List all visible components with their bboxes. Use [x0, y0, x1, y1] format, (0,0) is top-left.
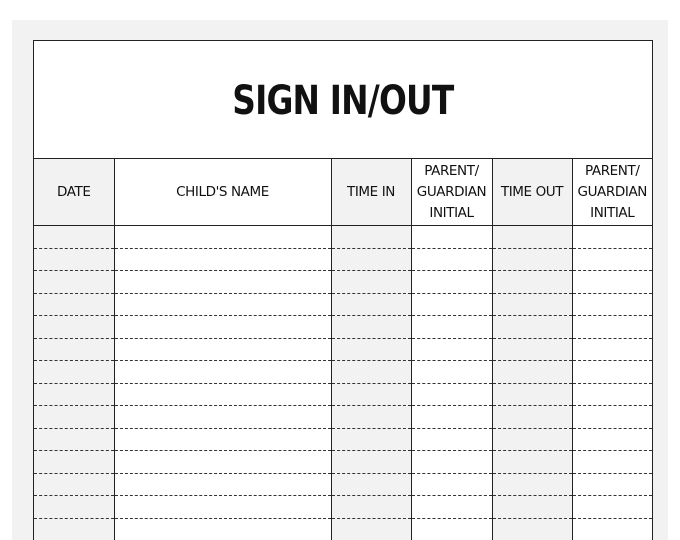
date-cell[interactable]: [34, 473, 114, 496]
child-name-cell[interactable]: [114, 316, 331, 339]
time-in-cell[interactable]: [331, 293, 411, 316]
column-header-parent-initial-out: [572, 159, 652, 226]
sign-in-out-table: [34, 159, 652, 540]
parent-initial-in-cell[interactable]: [411, 361, 492, 384]
time-in-cell[interactable]: [331, 226, 411, 249]
date-cell[interactable]: [34, 496, 114, 519]
table-row: [34, 496, 652, 519]
table-row: [34, 293, 652, 316]
child-name-cell[interactable]: [114, 383, 331, 406]
parent-initial-out-cell[interactable]: [572, 338, 652, 361]
table-row: [34, 473, 652, 496]
time-in-cell[interactable]: [331, 451, 411, 474]
column-header-parent-initial-in-line-3: INITIAL: [429, 204, 474, 221]
date-cell[interactable]: [34, 293, 114, 316]
time-in-cell[interactable]: [331, 361, 411, 384]
column-header-time-out-label: TIME OUT: [500, 183, 564, 200]
child-name-cell[interactable]: [114, 451, 331, 474]
column-header-date-label: DATE: [56, 183, 91, 200]
column-header-child-name-label: CHILD'S NAME: [176, 183, 269, 200]
child-name-cell[interactable]: [114, 248, 331, 271]
time-out-cell[interactable]: [492, 248, 572, 271]
table-body: [34, 226, 652, 540]
column-header-parent-initial-in-line-1: PARENT/: [424, 162, 479, 179]
table-row: [34, 406, 652, 429]
parent-initial-in-cell[interactable]: [411, 293, 492, 316]
title-box: [34, 41, 652, 159]
time-in-cell[interactable]: [331, 383, 411, 406]
time-in-cell[interactable]: [331, 406, 411, 429]
child-name-cell[interactable]: [114, 226, 331, 249]
date-cell[interactable]: [34, 428, 114, 451]
time-out-cell[interactable]: [492, 226, 572, 249]
time-out-cell[interactable]: [492, 496, 572, 519]
time-in-cell[interactable]: [331, 248, 411, 271]
time-out-cell[interactable]: [492, 428, 572, 451]
child-name-cell[interactable]: [114, 361, 331, 384]
child-name-cell[interactable]: [114, 428, 331, 451]
time-out-cell[interactable]: [492, 361, 572, 384]
time-out-cell[interactable]: [492, 518, 572, 540]
date-cell[interactable]: [34, 248, 114, 271]
column-header-parent-initial-out-line-1: PARENT/: [584, 162, 640, 179]
sign-in-out-form: [33, 40, 653, 540]
parent-initial-out-cell[interactable]: [572, 451, 652, 474]
parent-initial-out-cell[interactable]: [572, 473, 652, 496]
date-cell[interactable]: [34, 518, 114, 540]
parent-initial-in-cell[interactable]: [411, 406, 492, 429]
date-cell[interactable]: [34, 451, 114, 474]
time-out-cell[interactable]: [492, 293, 572, 316]
date-cell[interactable]: [34, 338, 114, 361]
column-header-parent-initial-in: [411, 159, 492, 226]
time-in-cell[interactable]: [331, 518, 411, 540]
column-header-parent-initial-out-line-2: GUARDIAN: [577, 183, 647, 200]
parent-initial-in-cell[interactable]: [411, 428, 492, 451]
column-header-date: [34, 159, 114, 226]
parent-initial-in-cell[interactable]: [411, 496, 492, 519]
parent-initial-in-cell[interactable]: [411, 518, 492, 540]
parent-initial-out-cell[interactable]: [572, 361, 652, 384]
parent-initial-out-cell[interactable]: [572, 293, 652, 316]
column-header-time-in-label: TIME IN: [347, 183, 395, 200]
parent-initial-in-cell[interactable]: [411, 271, 492, 294]
child-name-cell[interactable]: [114, 406, 331, 429]
time-out-cell[interactable]: [492, 271, 572, 294]
table-row: [34, 271, 652, 294]
parent-initial-out-cell[interactable]: [572, 271, 652, 294]
child-name-cell[interactable]: [114, 271, 331, 294]
parent-initial-in-cell[interactable]: [411, 226, 492, 249]
time-in-cell[interactable]: [331, 428, 411, 451]
parent-initial-out-cell[interactable]: [572, 496, 652, 519]
child-name-cell[interactable]: [114, 496, 331, 519]
parent-initial-in-cell[interactable]: [411, 316, 492, 339]
column-header-time-in: [331, 159, 411, 226]
form-title: SIGN IN/OUT: [232, 77, 454, 124]
parent-initial-in-cell[interactable]: [411, 473, 492, 496]
column-header-parent-initial-in-line-2: GUARDIAN: [416, 183, 487, 200]
table-row: [34, 226, 652, 249]
parent-initial-out-cell[interactable]: [572, 316, 652, 339]
table-row: [34, 361, 652, 384]
parent-initial-in-cell[interactable]: [411, 338, 492, 361]
time-out-cell[interactable]: [492, 316, 572, 339]
parent-initial-in-cell[interactable]: [411, 383, 492, 406]
date-cell[interactable]: [34, 361, 114, 384]
parent-initial-out-cell[interactable]: [572, 428, 652, 451]
child-name-cell[interactable]: [114, 293, 331, 316]
child-name-cell[interactable]: [114, 473, 331, 496]
column-header-child-name: [114, 159, 331, 226]
parent-initial-out-cell[interactable]: [572, 406, 652, 429]
parent-initial-out-cell[interactable]: [572, 383, 652, 406]
column-header-parent-initial-out-line-3: INITIAL: [590, 204, 635, 221]
time-in-cell[interactable]: [331, 316, 411, 339]
child-name-cell[interactable]: [114, 518, 331, 540]
table-row: [34, 338, 652, 361]
time-in-cell[interactable]: [331, 271, 411, 294]
column-header-time-out: [492, 159, 572, 226]
date-cell[interactable]: [34, 226, 114, 249]
date-cell[interactable]: [34, 316, 114, 339]
date-cell[interactable]: [34, 271, 114, 294]
time-out-cell[interactable]: [492, 451, 572, 474]
date-cell[interactable]: [34, 383, 114, 406]
header-row: [34, 159, 652, 226]
table-row: [34, 428, 652, 451]
table-row: [34, 383, 652, 406]
time-in-cell[interactable]: [331, 473, 411, 496]
time-out-cell[interactable]: [492, 383, 572, 406]
parent-initial-out-cell[interactable]: [572, 248, 652, 271]
time-in-cell[interactable]: [331, 338, 411, 361]
parent-initial-in-cell[interactable]: [411, 248, 492, 271]
time-out-cell[interactable]: [492, 406, 572, 429]
child-name-cell[interactable]: [114, 338, 331, 361]
time-in-cell[interactable]: [331, 496, 411, 519]
time-out-cell[interactable]: [492, 473, 572, 496]
time-out-cell[interactable]: [492, 338, 572, 361]
table-row: [34, 518, 652, 540]
table-row: [34, 248, 652, 271]
parent-initial-out-cell[interactable]: [572, 226, 652, 249]
date-cell[interactable]: [34, 406, 114, 429]
table-row: [34, 316, 652, 339]
parent-initial-in-cell[interactable]: [411, 451, 492, 474]
parent-initial-out-cell[interactable]: [572, 518, 652, 540]
table-row: [34, 451, 652, 474]
